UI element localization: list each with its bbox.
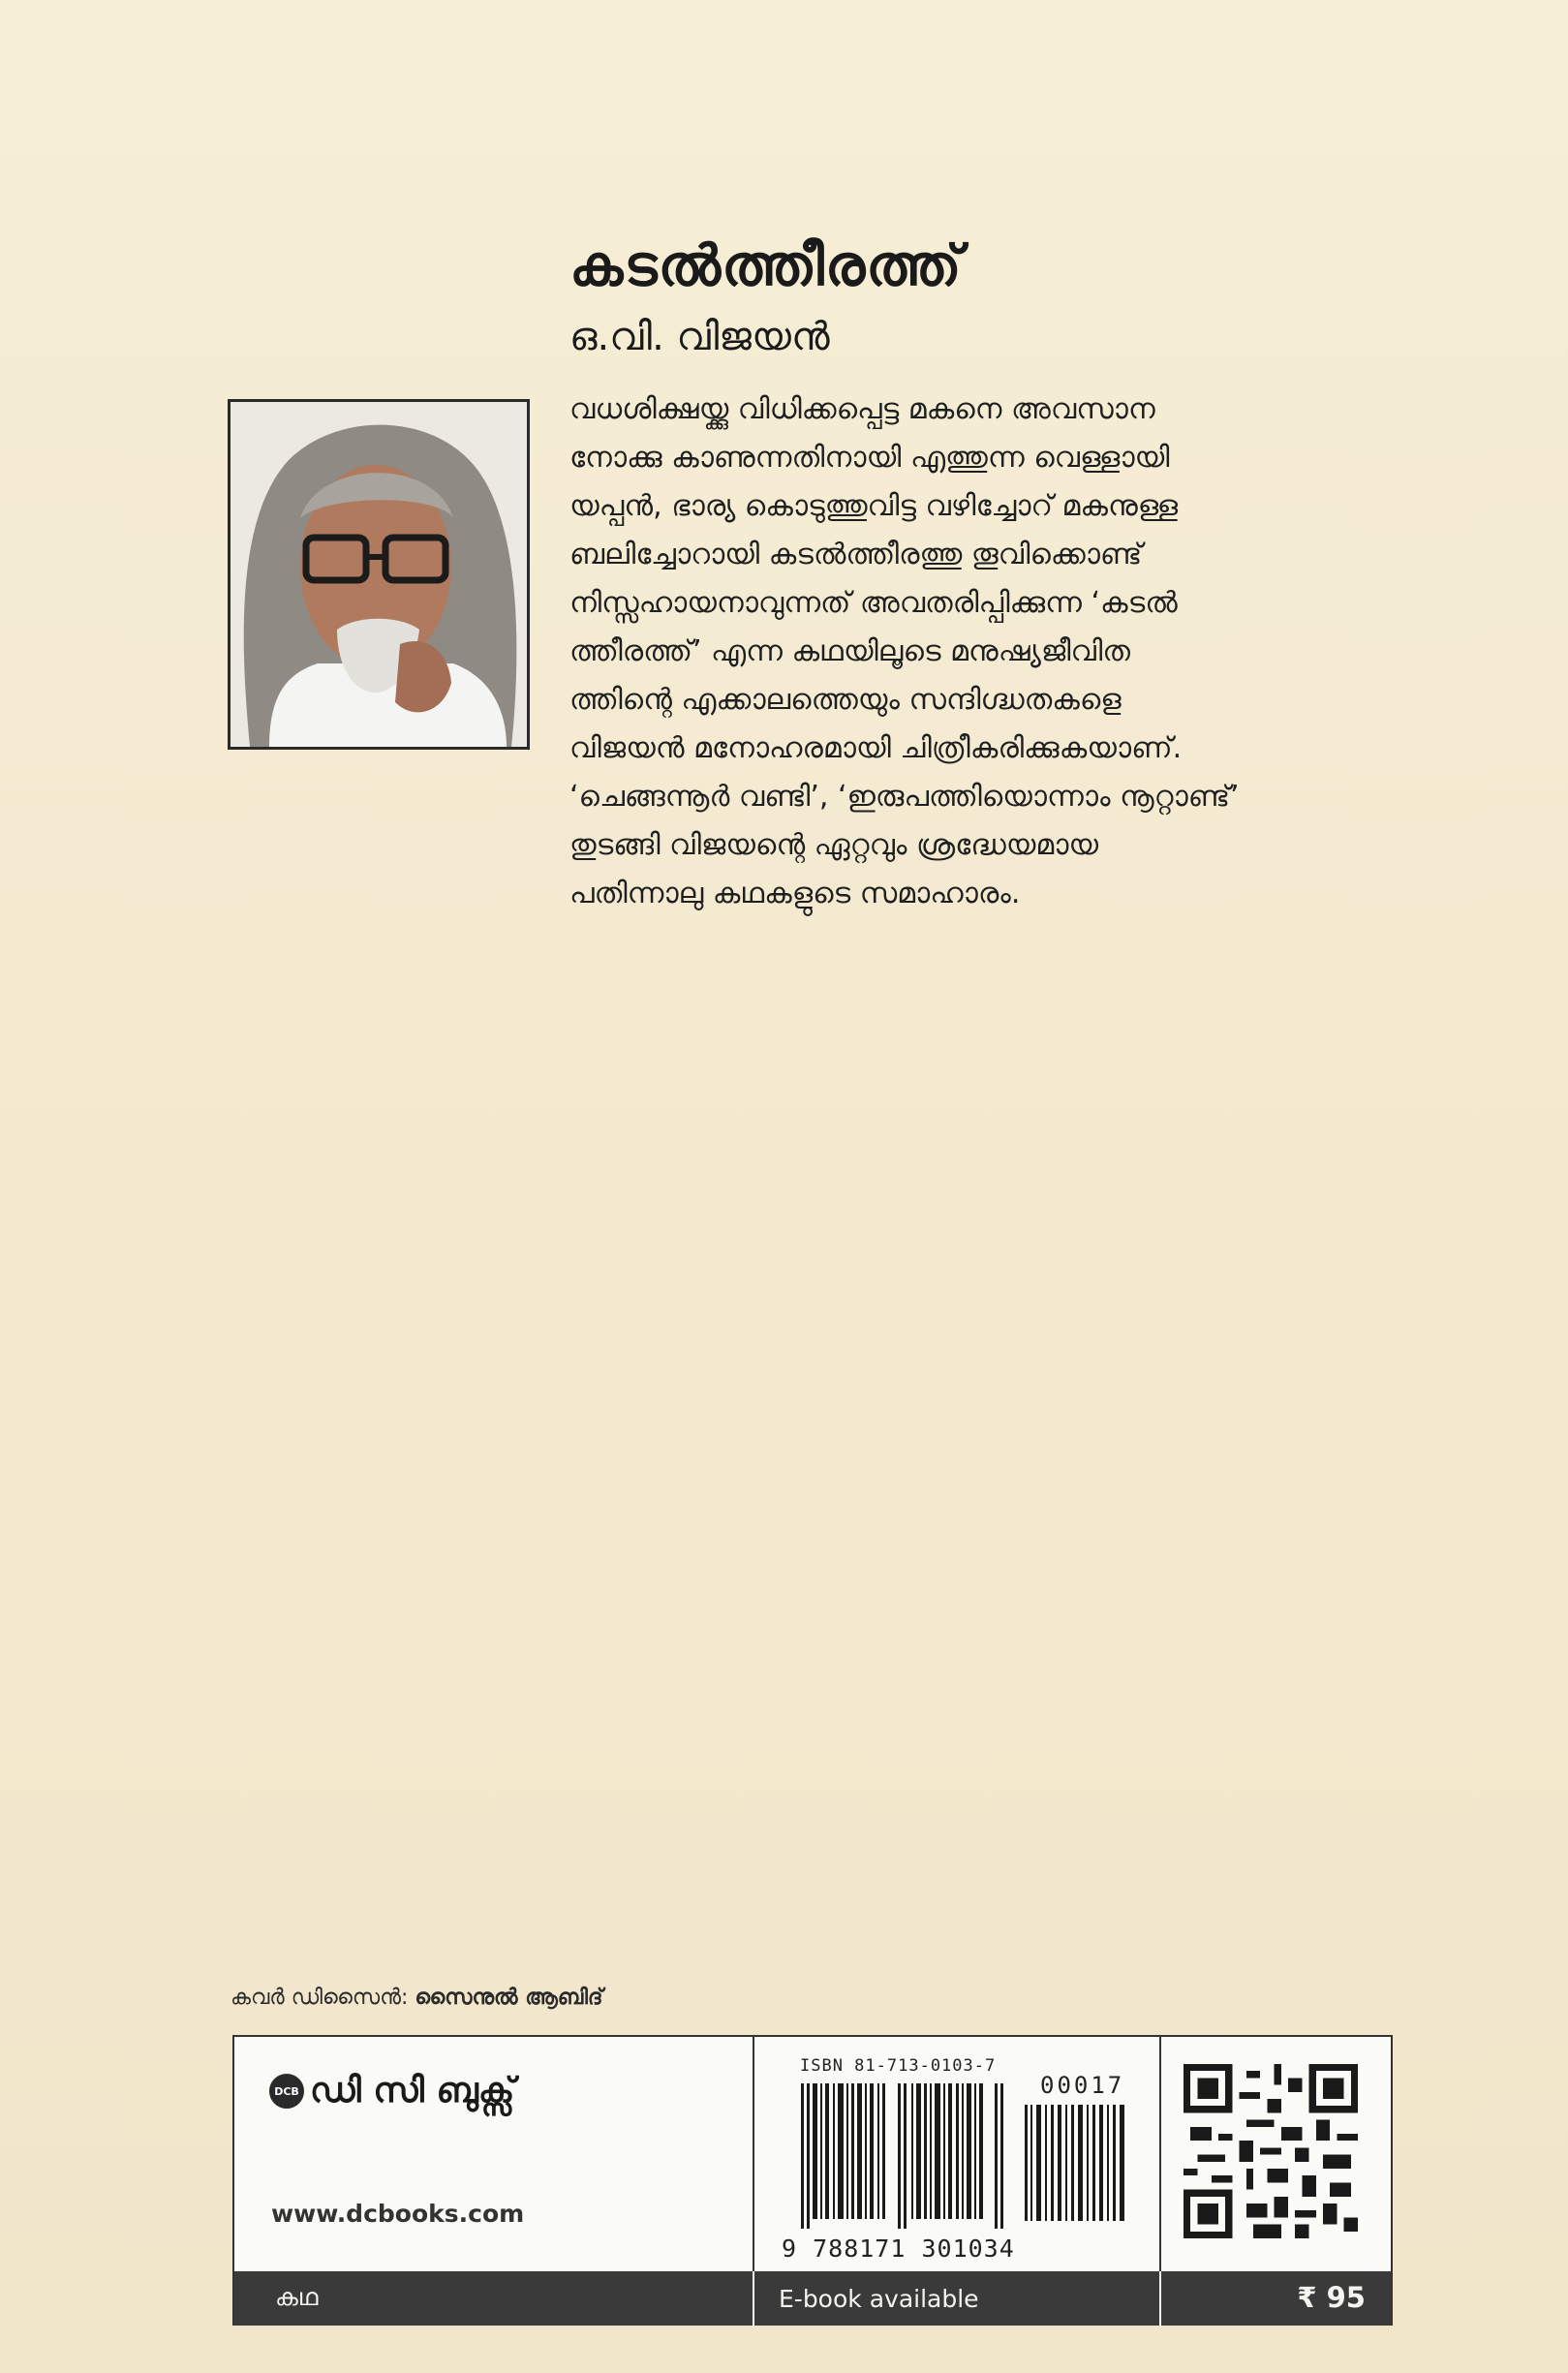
blurb-line: തുടങ്ങി വിജയന്റെ ഏറ്റവും ശ്രദ്ധേയമായ	[569, 828, 1099, 862]
qr-code[interactable]	[1184, 2064, 1358, 2238]
blurb-line: നിസ്സഹായനാവുന്നത് അവതരിപ്പിക്കുന്ന ‘കടൽ	[569, 586, 1178, 620]
column-divider	[1159, 2037, 1161, 2271]
isbn-barcode	[801, 2083, 1014, 2229]
addon-barcode	[1025, 2105, 1131, 2221]
barcode-number: 9 788171 301034	[782, 2234, 1015, 2263]
blurb-line: ത്തീരത്ത്’ എന്ന കഥയിലൂടെ മനുഷ്യജീവിത	[569, 634, 1130, 668]
ebook-available-label: E-book available	[779, 2285, 979, 2313]
blurb-line: യപ്പൻ, ഭാര്യ കൊടുത്തുവിട്ട വഴിച്ചോറ് മകനുള്ള	[569, 489, 1179, 523]
blurb-line: ത്തിന്റെ എക്കാലത്തെയും സന്ദിഗ്ദ്ധതകളെ	[569, 683, 1122, 717]
blurb-line: വിജയൻ മനോഹരമായി ചിത്രീകരിക്കുകയാണ്.	[569, 731, 1183, 765]
cover-credit-name: സൈനുൽ ആബിദ്	[415, 1986, 603, 2010]
publisher-logo	[269, 2071, 514, 2111]
isbn-text: ISBN 81-713-0103-7	[800, 2056, 997, 2076]
blurb-line: പതിന്നാലു കഥകളുടെ സമാഹാരം.	[569, 877, 1021, 910]
publisher-website[interactable]: www.dcbooks.com	[271, 2200, 525, 2228]
footer-divider	[1159, 2271, 1161, 2326]
dcb-logo-icon: DCB	[269, 2074, 304, 2109]
blurb-line: ‘ചെങ്ങന്നൂർ വണ്ടി’, ‘ഇരുപത്തിയൊന്നാം നൂറ്റാണ്ട്’	[569, 780, 1240, 814]
publisher-info-box	[232, 2035, 1393, 2326]
book-title: കടൽത്തീരത്ത്	[569, 232, 963, 298]
author-name: ഒ.വി. വിജയൻ	[569, 315, 830, 359]
footer-divider	[753, 2271, 754, 2326]
cover-design-credit	[231, 1986, 603, 2010]
column-divider	[753, 2037, 754, 2271]
price-label: ₹ 95	[1297, 2281, 1366, 2314]
publisher-name: ഡി സി ബുക്സ്	[310, 2071, 515, 2111]
blurb	[569, 385, 1441, 918]
blurb-line: ബലിച്ചോറായി കടൽത്തീരത്തു തൂവിക്കൊണ്ട്	[569, 538, 1143, 571]
blurb-line: വധശിക്ഷയ്ക്കു വിധിക്കപ്പെട്ട മകനെ അവസാന	[569, 392, 1155, 426]
cover-credit-label: കവർ ഡിസൈൻ:	[231, 1986, 415, 2010]
blurb-line: നോക്കു കാണുന്നതിനായി എത്തുന്ന വെള്ളായി	[569, 441, 1170, 475]
barcode-addon-number: 00017	[1040, 2072, 1125, 2099]
genre-label: കഥ	[275, 2283, 319, 2311]
author-photo	[228, 399, 530, 750]
